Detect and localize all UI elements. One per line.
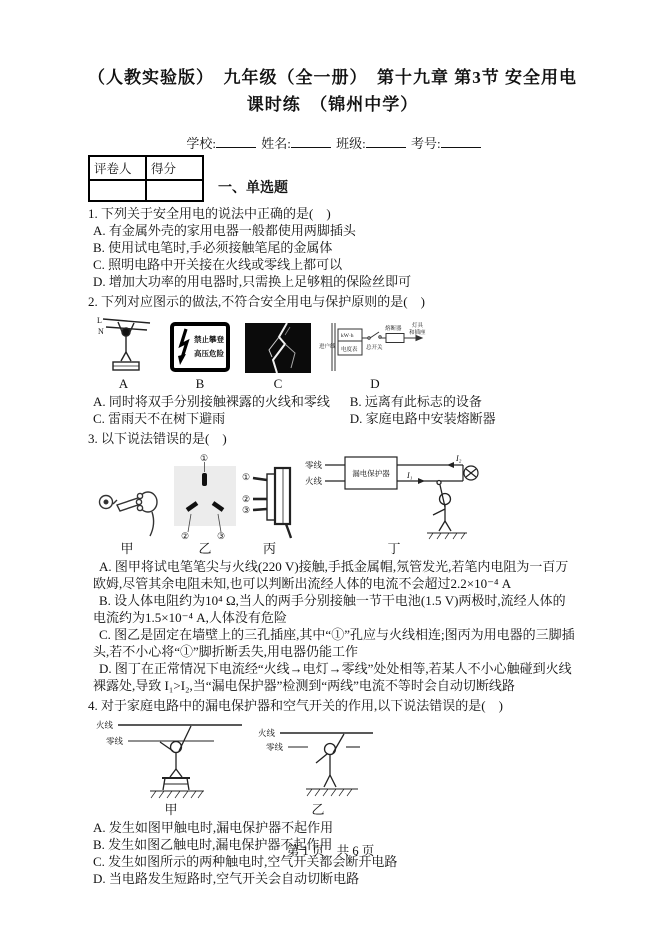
q2-option-b: B. 远离有此标志的设备 [349,394,482,409]
grader-reviewer-blank [89,180,146,201]
q3-figure-row [96,452,577,556]
three-prong-plug-figure [242,452,297,540]
q3-option-d: D. 图丁在正常情况下电流经“火线→电灯→零线”处处相等,若某人不小心触碰到火线裸露处,导致 I₁>I₂,当“漏电保护器”检测到“两线”电流不等时会自动切断线路 [93,661,572,693]
yi-drawing [280,733,373,796]
load-label-1: 灯具 [412,323,424,329]
ding-neutral-label: 零线 [305,460,323,470]
grader-table [88,155,204,202]
examno-blank [441,135,481,148]
q4-figure-yi [258,719,378,817]
q2-option-d: D. 家庭电路中安装熔断器 [349,411,496,426]
meter-label: 电度表 [341,347,358,353]
q2-figure-label-a: A [118,376,129,391]
q4-option-d: D. 当电路发生短路时,空气开关会自动切断电路 [93,871,360,886]
q3-figure-label-bing: 丙 [262,541,276,556]
sign-text-2: 高压危险 [194,349,224,358]
grader-score-cell: 得分 [146,156,203,180]
page-footer: 第 1 页 共 6 页 [286,844,375,858]
q2-options-row-2 [88,410,577,427]
student-info-line [88,133,577,152]
socket-hole-1-label: ① [200,453,209,463]
ding-live-label: 火线 [305,476,323,486]
leakage-protector-circuit-figure [305,452,483,540]
load-label-2: 和插座 [409,330,426,336]
q2-figure-b [169,321,231,373]
jia-live-label: 火线 [96,720,114,730]
q3-figure-yi [174,452,236,556]
q3-figure-bing [242,452,297,556]
class-label: 班级: [336,136,366,151]
q3-figure-jia [96,462,158,556]
school-blank [216,135,256,148]
q1-option-d: D. 增加大功率的用电器时,只需换上足够粗的保险丝即可 [93,274,412,289]
examno-label: 考号: [411,136,441,151]
plug-body-drawing [253,468,291,538]
question-3 [88,430,577,694]
protector-box-label: 漏电保护器 [352,469,390,478]
high-voltage-warning-sign [169,321,231,373]
q2-figure-row [96,315,577,373]
title-line-1: （人教实验版） 九年级（全一册） 第十九章 第3节 安全用电 [88,68,577,87]
test-pen-hand-figure [96,462,158,540]
q3-option-a: A. 图甲将试电笔笔尖与火线(220 V)接触,手抵金属帽,氖管发光,若笔内电阻为一百万欧姆,尽管其余电阻未知,也可以判断出流经人体的电流不会超过2.2×10⁻⁴ A [93,559,569,591]
jia-drawing [118,725,242,798]
name-blank [291,135,331,148]
night-sky [245,323,311,373]
q2-figure-label-c: C [273,376,283,391]
wire-l-label: L [97,316,102,325]
grader-section [88,155,577,202]
q3-figure-label-yi: 乙 [198,541,212,556]
q2-option-c: C. 雷雨天不在树下避雨 [93,411,226,426]
three-hole-socket-figure [174,452,236,540]
q4-option-b: B. 发生如图乙触电时,漏电保护器不起作用 [93,837,333,852]
school-label: 学校: [186,136,216,151]
question-2 [88,293,577,427]
main-switch-label: 总开关 [366,345,383,351]
current-i1-label: I₁ [407,471,413,480]
fuse-label: 熔断器 [385,326,402,332]
q3-option-b: B. 设人体电阻约为10⁴ Ω,当人的两手分别接触一节干电池(1.5 V)两极时,流经人体的电流约为1.5×10⁻⁴ A,人体没有危险 [93,593,566,625]
q3-figure-label-ding: 丁 [387,541,401,556]
grader-score-blank [146,180,203,201]
q3-option-c: C. 图乙是固定在墙壁上的三孔插座,其中“①”孔应与火线相连;图丙为用电器的三脚插头,若不小心将“①”脚折断丢失,用电器仍能工作 [93,627,575,659]
q2-figure-label-b: B [195,376,205,391]
socket-hole-2-label: ② [181,531,190,540]
q1-stem: 1. 下列关于安全用电的说法中正确的是( ) [88,206,331,221]
current-arrow-i1 [418,478,425,484]
q4-figure-jia [96,719,246,817]
ding-person-drawing [427,481,467,540]
sign-text-1: 禁止攀登 [194,335,224,344]
wire-n-label: N [98,327,104,336]
class-blank [366,135,406,148]
q4-option-c: C. 发生如图所示的两种触电时,空气开关都会断开电路 [93,854,398,869]
section-title: 一、单选题 [218,181,288,196]
q2-stem: 2. 下列对应图示的做法,不符合安全用电与保护原则的是( ) [88,294,425,309]
current-i2-label: I₂ [456,454,462,463]
q2-option-a: A. 同时将双手分别接触裸露的火线和零线 [93,394,330,409]
plug-pin-1-label: ① [242,472,251,482]
jia-neutral-label: 零线 [106,736,124,746]
q1-option-c: C. 照明电路中开关接在火线或零线上都可以 [93,257,343,272]
plug-pin-2-label: ② [242,494,251,504]
q3-figure-ding [305,452,483,556]
lightning-photo [245,323,311,373]
yi-neutral-label: 零线 [266,742,284,752]
person-touching-wires-figure [96,315,151,373]
current-arrow-i2 [447,462,454,468]
q2-figure-label-d: D [370,376,380,391]
q3-figure-label-jia: 甲 [120,541,134,556]
q1-option-a: A. 有金属外壳的家用电器一般都使用两脚插头 [93,223,356,238]
q2-figure-labels-row [96,375,577,391]
name-label: 姓名: [261,136,291,151]
plug-pin-3-label: ③ [242,505,251,515]
q2-figure-d [319,321,431,373]
grader-reviewer-cell: 评卷人 [89,156,146,180]
test-pen-drawing [100,492,158,536]
q2-figure-a [96,315,151,373]
yi-live-label: 火线 [258,728,276,738]
q4-figure-label-jia: 甲 [164,802,178,817]
q3-stem: 3. 以下说法错误的是( ) [88,431,227,446]
shock-on-stool-figure [96,719,246,801]
title-line-2: 课时练 （锦州中学） [246,95,419,114]
shock-on-ground-figure [258,719,378,801]
q2-options-row-1 [88,393,577,410]
doc-title [88,64,577,118]
q1-option-b: B. 使用试电笔时,手必须接触笔尾的金属体 [93,240,333,255]
home-circuit-diagram [319,321,431,373]
q2-figure-c [245,323,311,373]
q4-figure-row [96,719,577,817]
incoming-line-label: 进户线 [319,344,336,350]
meter-unit-label: kW·h [341,333,354,339]
q4-stem: 4. 对于家庭电路中的漏电保护器和空气开关的作用,以下说法错误的是( ) [88,698,503,713]
socket-hole-3-label: ③ [217,531,226,540]
q4-figure-label-yi: 乙 [311,802,325,817]
q4-option-a: A. 发生如图甲触电时,漏电保护器不起作用 [93,820,334,835]
question-1 [88,205,577,290]
